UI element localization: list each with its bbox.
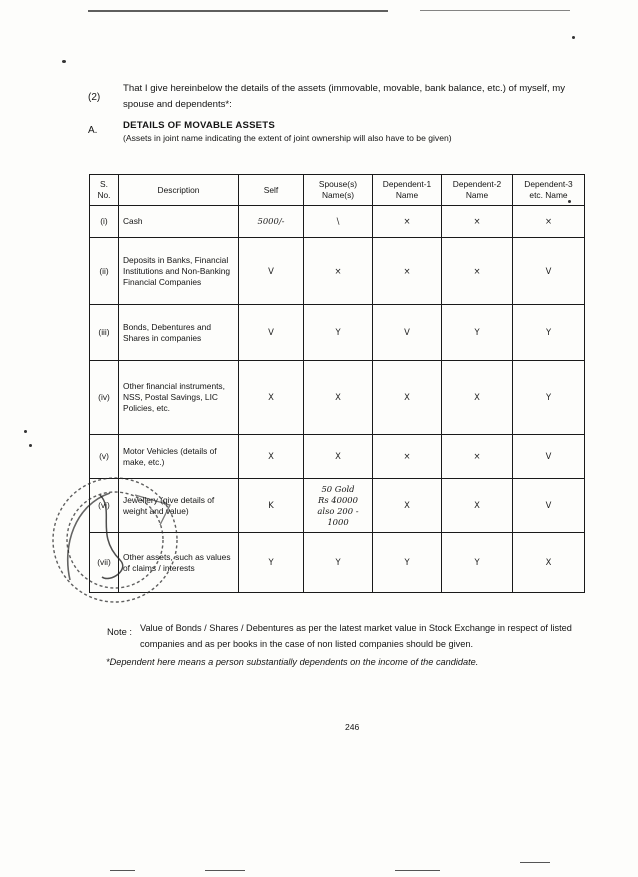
cell-dependent-3-mark: V bbox=[513, 238, 585, 305]
spouse-jewellery-line: 50 Gold bbox=[321, 483, 355, 494]
header-dependent-3: Dependent-3 etc. Name bbox=[513, 175, 585, 206]
scan-speck bbox=[29, 444, 32, 447]
cell-dependent-1-mark: Y bbox=[373, 533, 442, 593]
header-spouse: Spouse(s) Name(s) bbox=[304, 175, 373, 206]
cell-spouse-mark: Y bbox=[304, 305, 373, 361]
section-subtitle: (Assets in joint name indicating the extent of joint ownership will also have to be given) bbox=[123, 133, 452, 143]
cell-dependent-2-mark: X bbox=[442, 479, 513, 533]
cell-spouse-handwritten bbox=[304, 479, 373, 533]
cell-dependent-3-mark: Y bbox=[513, 361, 585, 435]
cell-dependent-2-mark: × bbox=[442, 238, 513, 305]
table-row bbox=[90, 305, 585, 361]
cell-self-mark: Y bbox=[239, 533, 304, 593]
cell-dependent-3-mark: X bbox=[513, 533, 585, 593]
row-description: Bonds, Debentures and Shares in companies bbox=[119, 305, 239, 361]
scan-artifact-line bbox=[420, 10, 570, 11]
cell-self-mark: K bbox=[239, 479, 304, 533]
row-sno: (iv) bbox=[90, 361, 119, 435]
cell-dependent-1-mark: X bbox=[373, 479, 442, 533]
table-row bbox=[90, 533, 585, 593]
cell-spouse-mark: × bbox=[304, 238, 373, 305]
cell-dependent-1-mark: × bbox=[373, 238, 442, 305]
table-row bbox=[90, 361, 585, 435]
scan-artifact-line bbox=[395, 870, 440, 871]
section-letter: A. bbox=[88, 125, 98, 136]
cell-spouse-mark: Y bbox=[304, 533, 373, 593]
table-row bbox=[90, 238, 585, 305]
scan-artifact-line bbox=[520, 862, 550, 863]
cell-self-mark: X bbox=[239, 361, 304, 435]
page-number: 246 bbox=[345, 722, 360, 732]
row-sno: (ii) bbox=[90, 238, 119, 305]
header-self: Self bbox=[239, 175, 304, 206]
movable-assets-table bbox=[89, 174, 585, 593]
cell-dependent-3-mark: V bbox=[513, 435, 585, 479]
note-text: Value of Bonds / Shares / Debentures as per the latest market value in Stock Exchange in respect of listed companies and as per books in the case of non listed companies should be given. bbox=[140, 623, 572, 649]
cell-self-mark: X bbox=[239, 435, 304, 479]
scan-artifact-line bbox=[88, 10, 388, 12]
table-row bbox=[90, 206, 585, 238]
note-label: Note : bbox=[107, 626, 133, 637]
cell-dependent-3-mark: × bbox=[513, 206, 585, 238]
cell-spouse-mark: X bbox=[304, 435, 373, 479]
header-dependent-2: Dependent-2 Name bbox=[442, 175, 513, 206]
row-description: Other financial instruments, NSS, Postal Savings, LIC Policies, etc. bbox=[119, 361, 239, 435]
scan-artifact-line bbox=[205, 870, 245, 871]
intro-text: That I give hereinbelow the details of the assets (immovable, movable, bank balance, etc.) of myself, my spouse and dependents*: bbox=[123, 83, 566, 110]
scan-speck bbox=[572, 36, 575, 39]
scan-speck bbox=[24, 430, 27, 433]
table-row bbox=[90, 435, 585, 479]
table-row bbox=[90, 479, 585, 533]
row-sno: (vi) bbox=[90, 479, 119, 533]
header-dependent-1: Dependent-1 Name bbox=[373, 175, 442, 206]
intro-number: (2) bbox=[88, 92, 101, 103]
cell-self-value: 5000/- bbox=[239, 206, 304, 238]
cell-dependent-2-mark: X bbox=[442, 361, 513, 435]
row-sno: (iii) bbox=[90, 305, 119, 361]
cell-spouse-mark: \ bbox=[304, 206, 373, 238]
cell-self-mark: V bbox=[239, 305, 304, 361]
cell-spouse-mark: X bbox=[304, 361, 373, 435]
cell-self-mark: V bbox=[239, 238, 304, 305]
scan-artifact-line bbox=[110, 870, 135, 871]
section-title: DETAILS OF MOVABLE ASSETS bbox=[123, 120, 275, 131]
dependent-footnote: *Dependent here means a person substantially dependents on the income of the candidate. bbox=[106, 657, 479, 667]
cell-dependent-2-mark: Y bbox=[442, 305, 513, 361]
cell-dependent-3-mark: V bbox=[513, 479, 585, 533]
row-sno: (v) bbox=[90, 435, 119, 479]
cell-dependent-1-mark: X bbox=[373, 361, 442, 435]
header-description: Description bbox=[119, 175, 239, 206]
row-sno: (vii) bbox=[90, 533, 119, 593]
scan-speck bbox=[62, 60, 66, 63]
cell-dependent-1-mark: × bbox=[373, 435, 442, 479]
row-description: Deposits in Banks, Financial Institutions and Non-Banking Financial Companies bbox=[119, 238, 239, 305]
row-description: Cash bbox=[119, 206, 239, 238]
header-sno: S. No. bbox=[90, 175, 119, 206]
row-description: Jewellery (give details of weight and value) bbox=[119, 479, 239, 533]
cell-dependent-1-mark: × bbox=[373, 206, 442, 238]
cell-dependent-2-mark: × bbox=[442, 435, 513, 479]
cell-dependent-1-mark: V bbox=[373, 305, 442, 361]
cell-dependent-2-mark: Y bbox=[442, 533, 513, 593]
row-sno: (i) bbox=[90, 206, 119, 238]
cell-dependent-2-mark: × bbox=[442, 206, 513, 238]
row-description: Other assets, such as values of claims / interests bbox=[119, 533, 239, 593]
table-header-row bbox=[90, 175, 585, 206]
row-description: Motor Vehicles (details of make, etc.) bbox=[119, 435, 239, 479]
spouse-jewellery-line: also 200 - 1000 bbox=[317, 505, 359, 527]
cell-dependent-3-mark: Y bbox=[513, 305, 585, 361]
spouse-jewellery-line: Rs 40000 bbox=[318, 494, 358, 505]
